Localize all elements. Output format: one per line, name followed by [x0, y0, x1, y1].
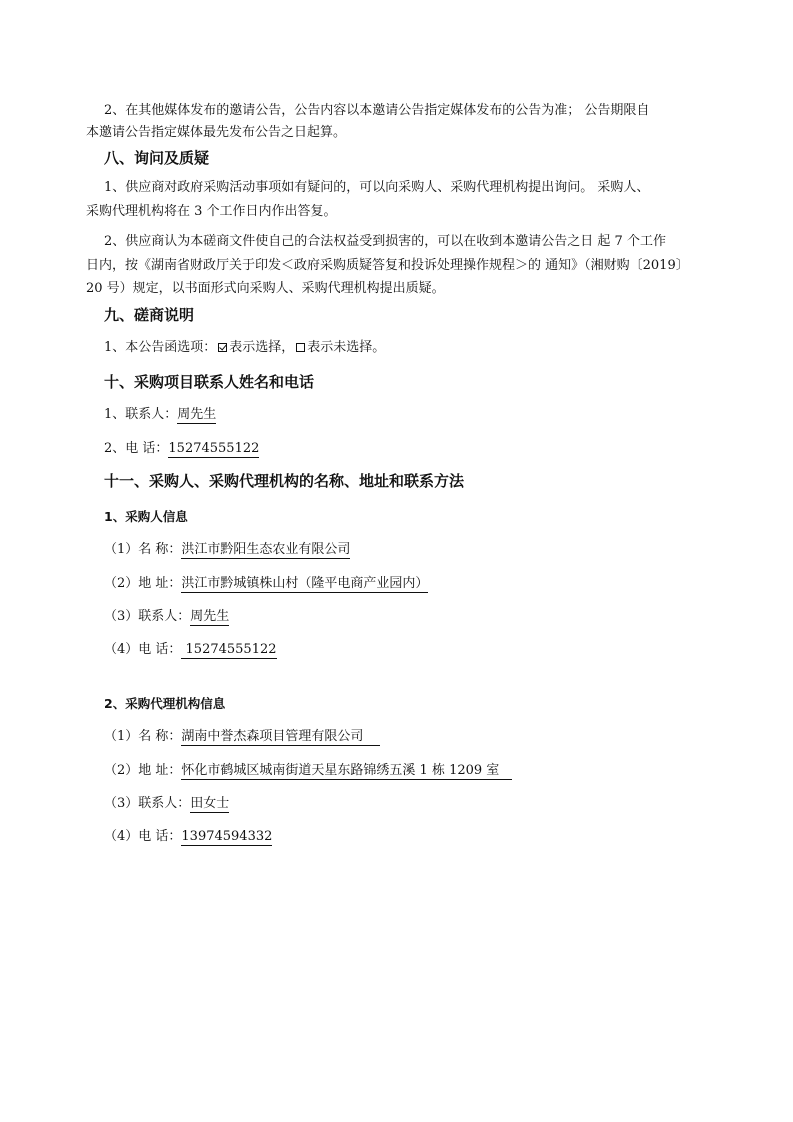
checked-box-icon [218, 343, 227, 352]
purchaser-address-value: 洪江市黔城镇株山村（隆平电商产业园内） [181, 576, 429, 591]
sec8-p2-line2: 日内，按《湖南省财政厅关于印发＜政府采购质疑答复和投诉处理操作规程＞的 通知》（湘财购〔2019〕 [86, 258, 689, 273]
purchaser-contact-label: （3）联系人： [104, 609, 191, 624]
agency-contact [104, 796, 229, 812]
sec8-p1-line2: 采购代理机构将在 3 个工作日内作出答复。 [86, 204, 337, 219]
sec8-p1-line1: 1、供应商对政府采购活动事项如有疑问的，可以向采购人、采购代理机构提出询问。 采购人、 [104, 180, 650, 195]
sec9-heading: 九、磋商说明 [104, 306, 195, 324]
sec8-p2-line3: 20 号）规定，以书面形式向采购人、采购代理机构提出质疑。 [86, 281, 445, 296]
sec9-options-line [104, 340, 385, 356]
unchecked-box-icon [296, 343, 305, 352]
options-prefix: 1、本公告函选项： [104, 340, 217, 355]
purchaser-name-value: 洪江市黔阳生态农业有限公司 [181, 542, 351, 557]
sec10-phone [104, 441, 259, 457]
sec10-heading: 十、采购项目联系人姓名和电话 [104, 373, 315, 391]
agency-heading: 2、采购代理机构信息 [104, 696, 226, 711]
phone-value: 15274555122 [168, 441, 260, 456]
sec8-heading: 八、询问及质疑 [104, 149, 210, 167]
purchaser-contact [104, 609, 229, 625]
sec10-contact [104, 407, 216, 423]
purchaser-address-label: （2）地 址： [104, 576, 182, 591]
purchaser-address [104, 576, 428, 592]
sec7-p2-line1: 2、在其他媒体发布的邀请公告，公告内容以本邀请公告指定媒体发布的公告为准； 公告期限自 [104, 103, 650, 118]
agency-contact-value: 田女士 [190, 796, 230, 811]
agency-phone-value: 13974594332 [181, 829, 273, 844]
agency-name [104, 729, 380, 745]
agency-name-label: （1）名 称： [104, 729, 182, 744]
agency-phone-label: （4）电 话： [104, 829, 182, 844]
checked-label: 表示选择， [229, 340, 295, 355]
purchaser-phone [104, 642, 277, 658]
agency-address-value: 怀化市鹤城区城南街道天星东路锦绣五溪 1 栋 1209 室 [181, 763, 512, 778]
contact-value: 周先生 [177, 407, 217, 422]
purchaser-phone-value: 15274555122 [181, 642, 277, 657]
purchaser-heading: 1、采购人信息 [104, 509, 188, 524]
sec8-p2-line1: 2、供应商认为本磋商文件使自己的合法权益受到损害的，可以在收到本邀请公告之日 起 7 个工作 [104, 234, 666, 249]
agency-address [104, 763, 512, 779]
purchaser-phone-label: （4）电 话： [104, 642, 182, 657]
unchecked-label: 表示未选择。 [307, 340, 386, 355]
sec7-p2-line2: 本邀请公告指定媒体最先发布公告之日起算。 [86, 125, 347, 140]
contact-label: 1、联系人： [104, 407, 178, 422]
agency-name-value: 湖南中誉杰森项目管理有限公司 [181, 729, 380, 744]
purchaser-name [104, 542, 350, 558]
agency-address-label: （2）地 址： [104, 763, 182, 778]
agency-contact-label: （3）联系人： [104, 796, 191, 811]
agency-phone [104, 829, 272, 845]
purchaser-name-label: （1）名 称： [104, 542, 182, 557]
purchaser-contact-value: 周先生 [190, 609, 230, 624]
sec11-heading: 十一、采购人、采购代理机构的名称、地址和联系方法 [104, 472, 465, 490]
phone-label: 2、电 话： [104, 441, 169, 456]
